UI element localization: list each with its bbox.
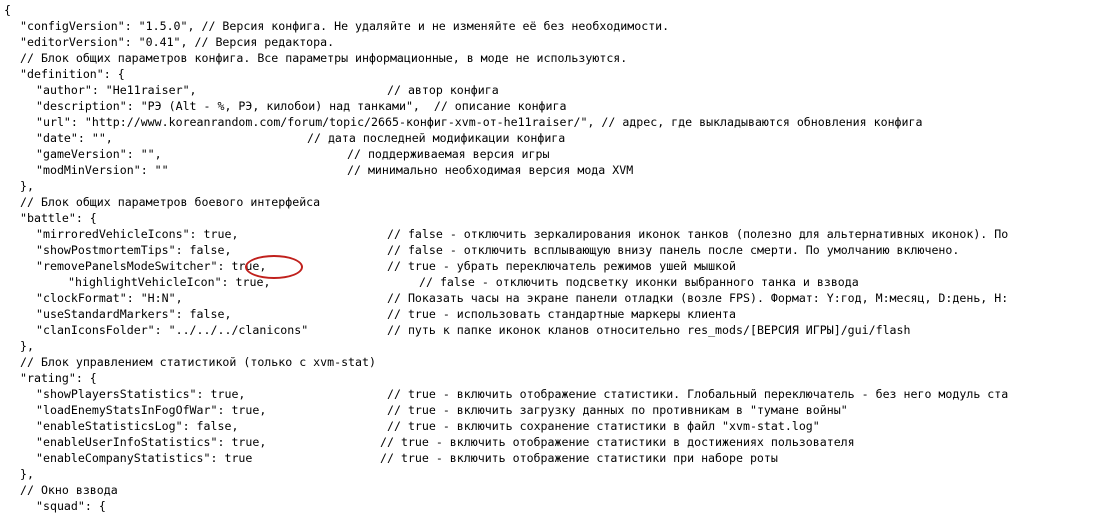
code-comment: // автор конфига <box>387 83 499 97</box>
code-comment: // Показать часы на экране панели отладки (возле FPS). Формат: Y:год, M:месяц, D:день, H: <box>387 291 1009 305</box>
code-line <box>0 370 1095 386</box>
code-line <box>0 274 1095 290</box>
code-comment: // false - отключить зеркалирования иконок танков (полезно для альтернативных иконок). По <box>387 227 1009 241</box>
code-text: "enableUserInfoStatistics": true, <box>36 435 267 449</box>
code-text: "battle": { <box>20 211 97 225</box>
code-text: "loadEnemyStatsInFogOfWar": true, <box>36 403 267 417</box>
code-line <box>0 386 1095 402</box>
code-comment: // true - включить загрузку данных по противникам в "тумане войны" <box>387 403 848 417</box>
code-line <box>0 258 1095 274</box>
code-text: "mirroredVehicleIcons": true, <box>36 227 239 241</box>
code-comment: // поддерживаемая версия игры <box>347 147 550 161</box>
code-line <box>0 98 1095 114</box>
code-line <box>0 66 1095 82</box>
code-line <box>0 194 1095 210</box>
code-text: "showPostmortemTips": false, <box>36 243 232 257</box>
code-line <box>0 162 1095 178</box>
code-comment: // true - использовать стандартные маркеры клиента <box>387 307 737 321</box>
code-text: }, <box>20 339 34 353</box>
code-line <box>0 50 1095 66</box>
code-text: "url": "http://www.koreanrandom.com/forum/topic/2665-конфиг-xvm-от-he11raiser/", // адрес, где выкладываются обновления конфига <box>36 115 923 129</box>
code-comment: // true - убрать переключатель режимов ушей мышкой <box>387 259 737 273</box>
code-line <box>0 450 1095 466</box>
code-line <box>0 18 1095 34</box>
code-line <box>0 2 1095 18</box>
code-line <box>0 242 1095 258</box>
code-comment: // true - включить отображение статистики. Глобальный переключатель - без него модуль ста <box>387 387 1009 401</box>
code-line <box>0 130 1095 146</box>
code-text: "gameVersion": "", <box>36 147 162 161</box>
code-text: "squad": { <box>36 499 106 513</box>
code-line <box>0 178 1095 194</box>
code-text: "rating": { <box>20 371 97 385</box>
code-comment: // true - включить отображение статистики при наборе роты <box>380 451 778 465</box>
code-line <box>0 338 1095 354</box>
code-line <box>0 82 1095 98</box>
code-text: "modMinVersion": "" <box>36 163 169 177</box>
code-comment: // Блок общих параметров конфига. Все параметры информационные, в моде не используются. <box>20 51 628 65</box>
code-line <box>0 498 1095 514</box>
code-line <box>0 402 1095 418</box>
code-text: "author": "He11raiser", <box>36 83 197 97</box>
code-text: "description": "РЭ (Alt - %, РЭ, килобои) над танками", // описание конфига <box>36 99 567 113</box>
code-line <box>0 434 1095 450</box>
code-text: "definition": { <box>20 67 125 81</box>
code-comment: // путь к папке иконок кланов относительно res_mods/[ВЕРСИЯ ИГРЫ]/gui/flash <box>387 323 911 337</box>
code-text: "date": "", <box>36 131 113 145</box>
code-text: "clockFormat": "H:N", <box>36 291 183 305</box>
code-text: "useStandardMarkers": false, <box>36 307 232 321</box>
code-line <box>0 306 1095 322</box>
code-comment: // Окно взвода <box>20 483 118 497</box>
code-line <box>0 290 1095 306</box>
code-text: "configVersion": "1.5.0", // Версия конфига. Не удаляйте и не изменяйте её без необходимости. <box>20 19 670 33</box>
code-text: "clanIconsFolder": "../../../clanicons" <box>36 323 309 337</box>
code-text: "showPlayersStatistics": true, <box>36 387 246 401</box>
code-line <box>0 146 1095 162</box>
code-comment: // минимально необходимая версия мода XVM <box>347 163 634 177</box>
code-comment: // Блок общих параметров боевого интерфейса <box>20 195 321 209</box>
code-text: "highlightVehicleIcon": true, <box>68 275 271 289</box>
code-line <box>0 354 1095 370</box>
code-comment: // Блок управлением статистикой (только с xvm-stat) <box>20 355 376 369</box>
code-line <box>0 34 1095 50</box>
code-text: }, <box>20 179 34 193</box>
code-comment: // true - включить отображение статистики в достижениях пользователя <box>380 435 855 449</box>
code-comment: // false - отключить подсветку иконки выбранного танка и взвода <box>419 275 859 289</box>
code-comment: // дата последней модификации конфига <box>307 131 566 145</box>
code-text: }, <box>20 467 34 481</box>
code-line <box>0 482 1095 498</box>
code-line <box>0 466 1095 482</box>
code-line <box>0 418 1095 434</box>
code-text: "editorVersion": "0.41", // Версия редактора. <box>20 35 335 49</box>
code-comment: // false - отключить всплывающую внизу панель после смерти. По умолчанию включено. <box>387 243 960 257</box>
code-comment: // true - включить сохранение статистики в файл "xvm-stat.log" <box>387 419 820 433</box>
code-text: "removePanelsModeSwitcher": true, <box>36 259 267 273</box>
code-line <box>0 114 1095 130</box>
code-line <box>0 210 1095 226</box>
code-text: { <box>4 3 11 17</box>
code-line <box>0 322 1095 338</box>
code-text: "enableCompanyStatistics": true <box>36 451 253 465</box>
code-line <box>0 226 1095 242</box>
code-text: "enableStatisticsLog": false, <box>36 419 239 433</box>
